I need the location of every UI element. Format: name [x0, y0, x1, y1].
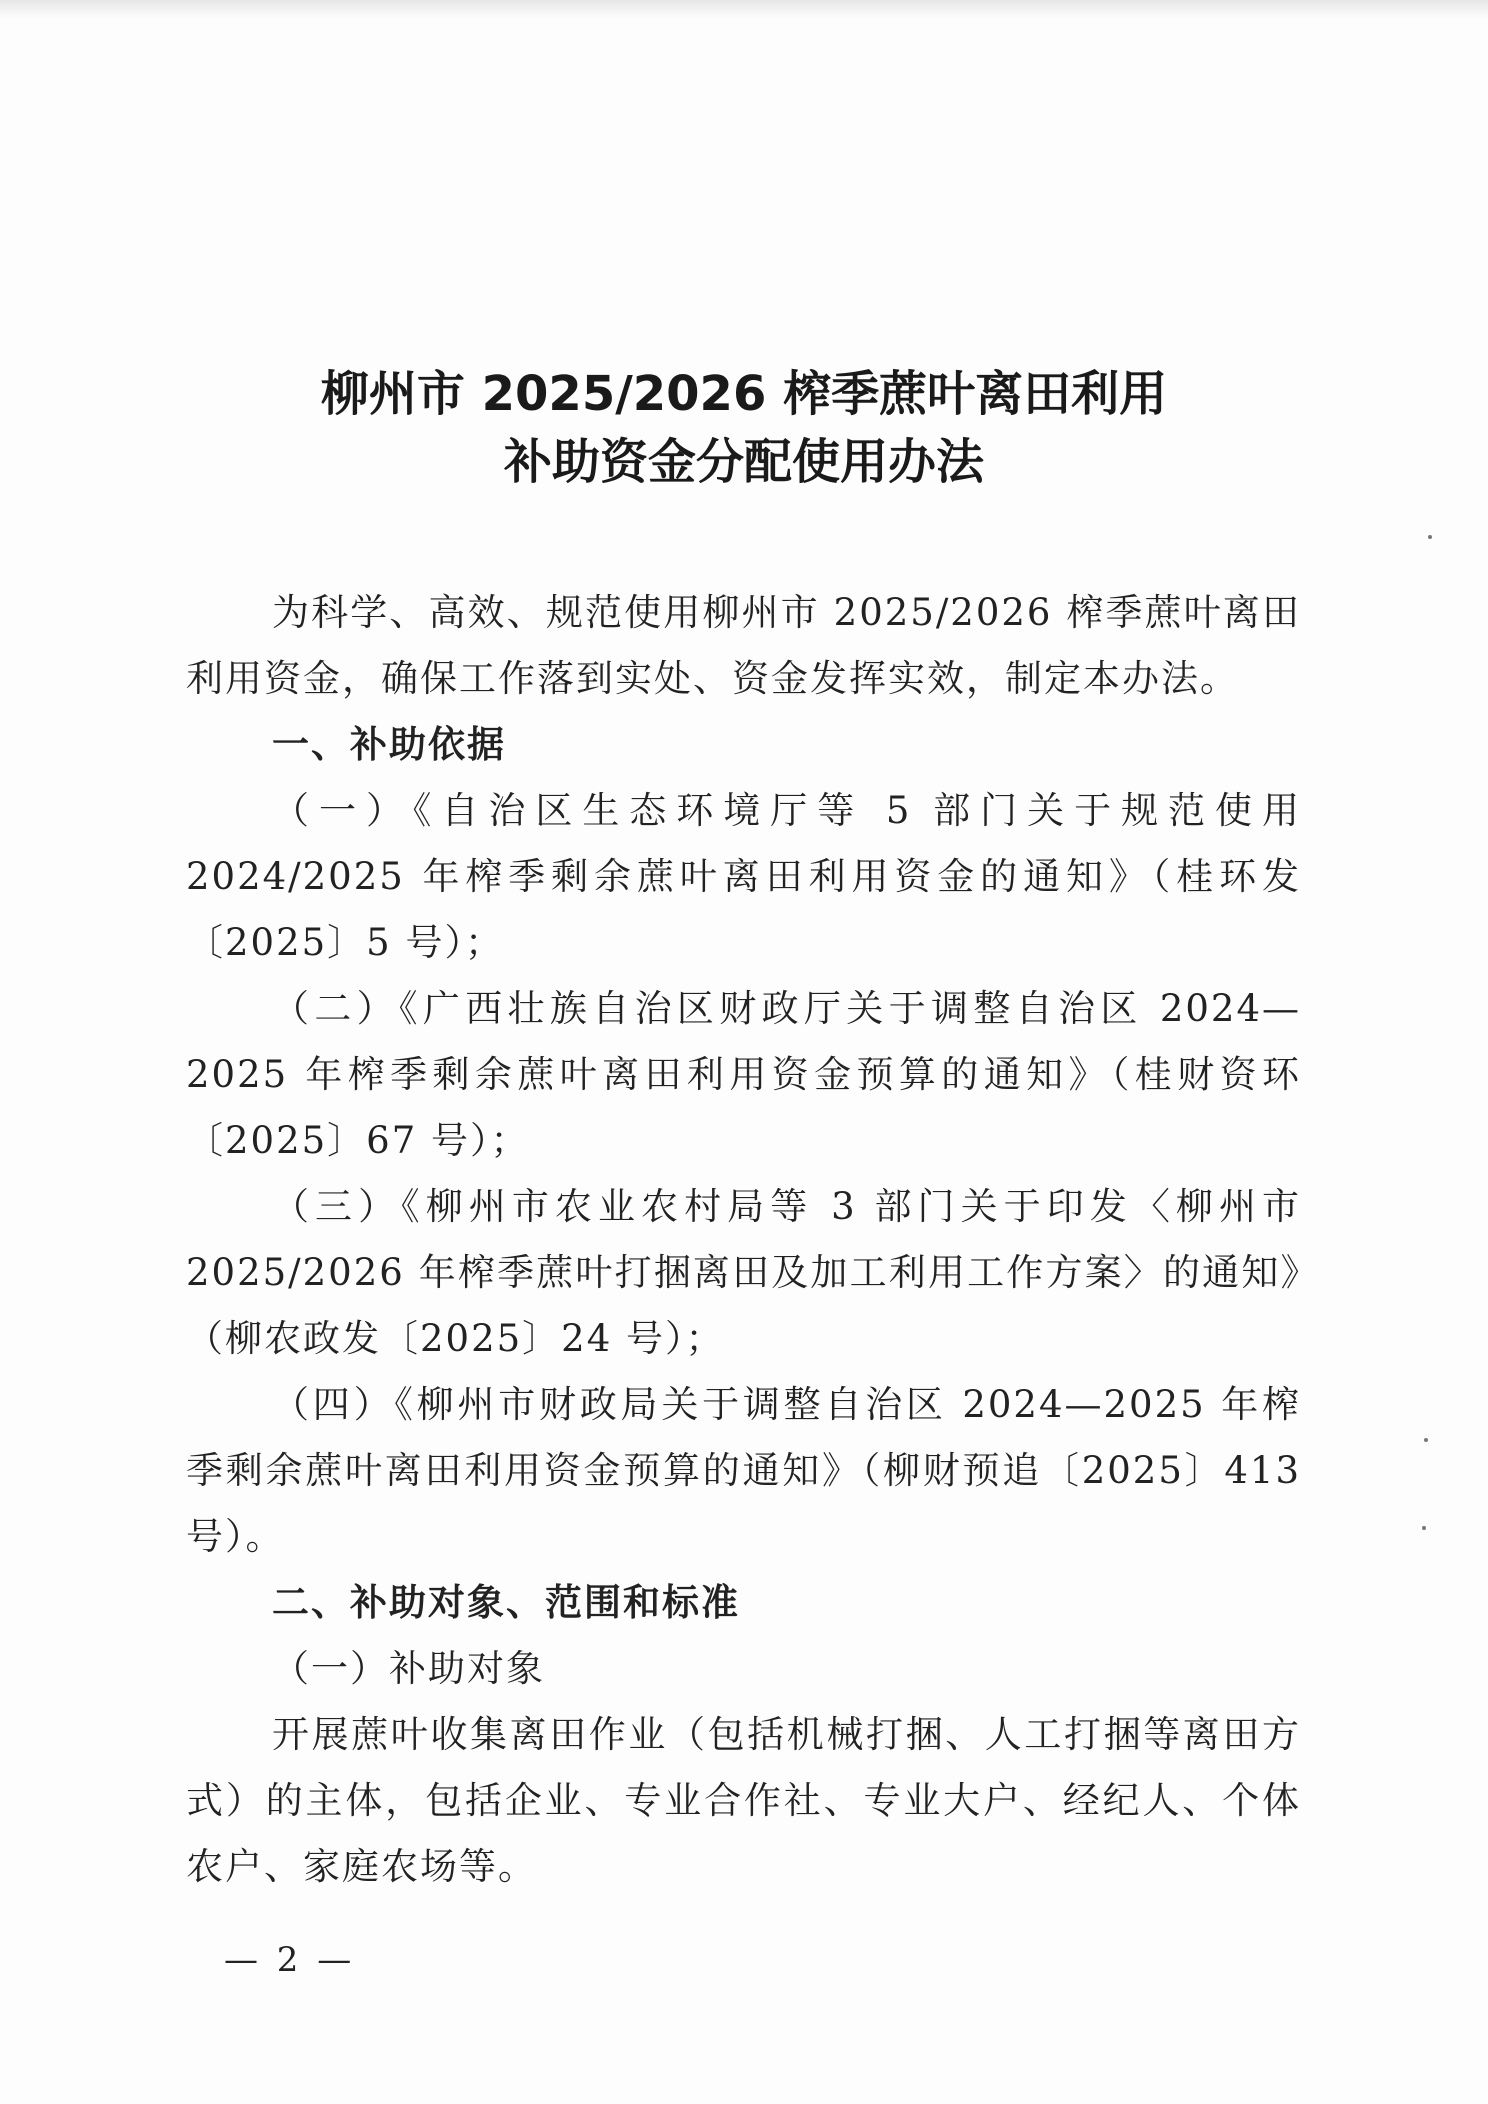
intro-paragraph: 为科学、高效、规范使用柳州市 2025/2026 榨季蔗叶离田利用资金，确保工作落到实处、资金发挥实效，制定本办法。 — [186, 591, 1301, 700]
scan-speck — [1428, 535, 1432, 539]
subsidy-target-paragraph: 开展蔗叶收集离田作业（包括机械打捆、人工打捆等离田方式）的主体，包括企业、专业合作社、专业大户、经纪人、个体农户、家庭农场等。 — [186, 1713, 1301, 1888]
section-2-subheading: （一）补助对象 — [272, 1647, 545, 1690]
title-line-1: 柳州市 2025/2026 榨季蔗叶离田利用 — [320, 366, 1168, 422]
document-body — [186, 580, 1301, 1900]
basis-item-2: （二）《广西壮族自治区财政厅关于调整自治区 2024—2025 年榨季剩余蔗叶离田利用资金预算的通知》（桂财资环〔2025〕67 号）； — [186, 987, 1301, 1162]
section-2-heading: 二、补助对象、范围和标准 — [272, 1581, 740, 1624]
scan-speck — [1422, 1526, 1426, 1530]
scan-speck — [1424, 1438, 1428, 1442]
basis-item-4: （四）《柳州市财政局关于调整自治区 2024—2025 年榨季剩余蔗叶离田利用资金预算的通知》（柳财预追〔2025〕413 号）。 — [186, 1383, 1301, 1558]
document-title — [0, 360, 1488, 496]
page-number: — 2 — — [224, 1940, 356, 1980]
basis-item-3: （三）《柳州市农业农村局等 3 部门关于印发〈柳州市 2025/2026 年榨季蔗叶打捆离田及加工利用工作方案〉的通知》（柳农政发〔2025〕24 号）； — [186, 1185, 1301, 1360]
section-1-heading: 一、补助依据 — [272, 723, 506, 766]
scan-edge — [0, 0, 1488, 18]
basis-item-1: （一）《自治区生态环境厅等 5 部门关于规范使用 2024/2025 年榨季剩余蔗叶离田利用资金的通知》（桂环发〔2025〕5 号）； — [186, 789, 1301, 964]
title-line-2: 补助资金分配使用办法 — [503, 434, 984, 490]
